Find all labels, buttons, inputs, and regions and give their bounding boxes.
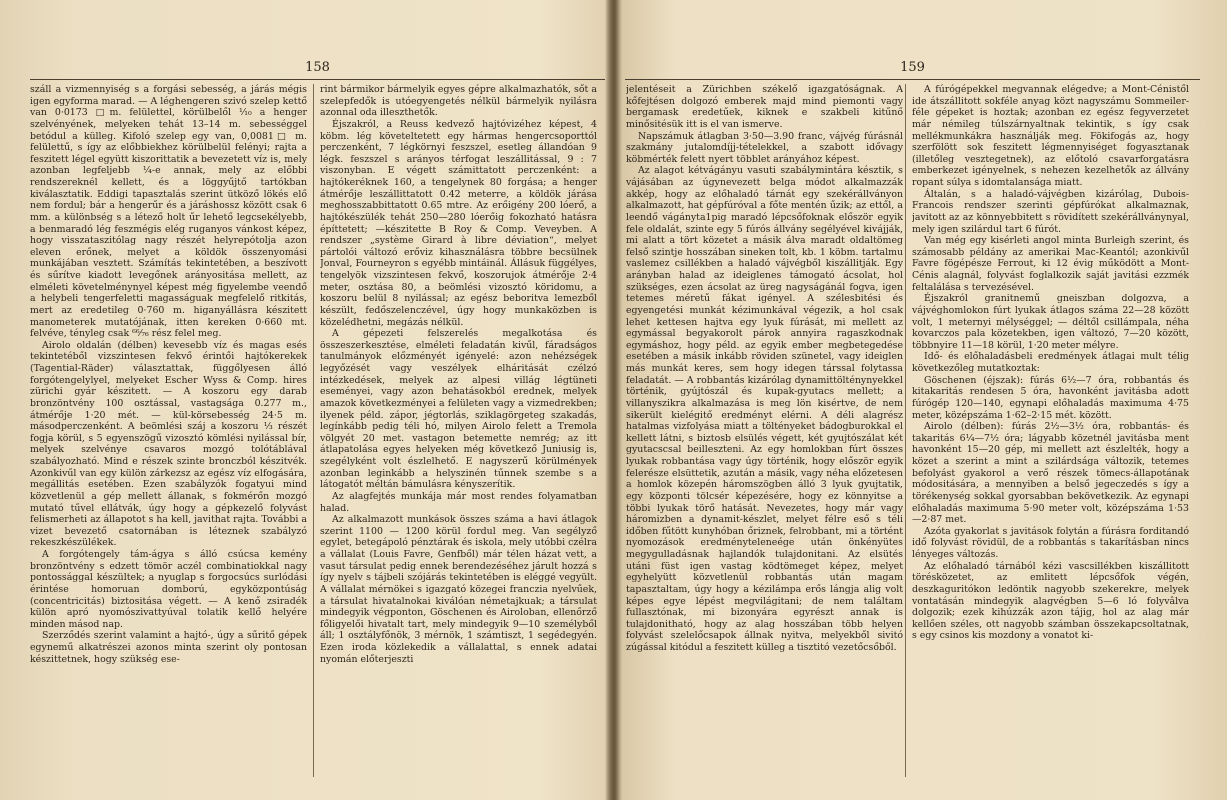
paragraph: száll a vizmennyiség s a forgási sebesség, a járás mégis igen egyforma marad. — A léghengeren szivó szelep kettő van 0·0173 □m. felülettel, körülbelől ¹⁄₁₀ a henger szelvényének, melyeken tehát 13–14 m. sebességgel betódul a külleg. Kifoló szelep egy van, 0,0081□ m. felülettű, s így az előbbiekhez körülbelül felényi; rajta a feszitett légel együtt kiszorittatik a bevezetett víz is, mely azonban legfeljebb ¹⁄₄-e annak, mely az előbbi rendszereknél kellett, és a löggyűjtő tartókban kiválasztatik. Eddigi tapasztalás szerint ütköző lökés elő nem fordul; bár a hengerűr és a járáshossz között csak 6 mm. a különbség s a létező holt űr lehető legcsekélyebb, a benmaradó lég feszmégis elég ruganyos vánkost képez, hogy visszataszitólag nagy részét helyrepótolja azon eleven erőnek, melyet a köldök összenyomási munkájában vesztett. Számítás tekintetében, a beszívott és sűrítve kiadott levegőnek arányositása mellett, az elméleti követelménynyel képest még figyelembe veendő a helybeli tengerfeletti magasságuak megfelelő ritkitás, mert az eredetileg 0·760 m. higanyállásra készitett manometerek mutatójának, itten kereken 0·660 mt. felvéve, tényleg csak ⁶⁶⁄₇₆ rész felel meg. — [30, 84, 307, 340]
right-header-rule — [625, 79, 1200, 80]
right-page-number: 159 — [900, 60, 925, 75]
paragraph: Az alagot kétvágányu vasuti szabálymintára késztik, s vájásában az úgynevezett belga módot alkalmazzák akkép, hogy az előhaladó tárnát egy szekérállványon alkalmazott, hat gépfúróval a főte mentén űzik; az ettől, a leendő vágányta1pig maradó lépcsőfoknak először egyik fele oldalát, szinte egy 5 fúrós állvány segélyével kivájják, mi alatt a tört közetet a másik álva maradt oldaltömeg felső szintje hosszában sineken tolt, kb. 1 köbm. tartalmu vaslemez csillékben a haladó vájvégből kiszállitják. Egy arányban halad az ideiglenes támogató ácsolat, hol szükséges, ezen ácsolat az üreg nagyságánál fogva, igen tetemes méretű fákat igényel. A szélesbitési és egyengetési munkát kézimunkával végezik, a hol csak lehet kettesen hajtva egy lyuk fúrását, mi mellett az egymással begyakorolt párok annyira ragaszkodnak egymáshoz, hogy péld. az egyik ember megbetegedése esetében a másik inkább röviden szünetel, vagy ideiglen más munkát keres, sem hogy idegen társsal folytassa feladatát. — A robbantás kizárólag dynamittölténynyekkel történik, gyújtószál és kupak-gyutacs mellett; a villanyszikra alkalmazása is meg lön kisértve, de nem sikerült kielégitő eredményt elérni. A déli alagrész hatalmas vizfolyása miatt a töltényeket bádogburokkal el kellett látni, s biztosb elsülés végett, két gyujtószálat két gyutacscsal beilleszteni. Az egy homlokban fúrt összes lyukak robbantása vagy úgy történik, hogy először egyik felerésze elsüttetik, azután a másik, vagy néha előzetesen a homlok közepén háromszögben álló 3 lyuk gyujtatik, egy központi tölcsér képezésére, hogy ez könnyitse a többi lyukak törő hatását. Nevezetes, hogy már vagy háromizben a dynamit-készlet, melyet félre eső s téli időben fűtött kunyhóban őriznek, felrobbant, mi a történt nyomozások eredményteleneége után önkényütes megygulladásnak hajlandók tulajdonitani. Az elsütés utáni füst igen vastag ködtömeget képez, melyet egyhelyütt közvetlenül robbantás után magam tapasztaltam, úgy hogy a kézilámpa erős lángja alig volt képes egye lépést megvilágitani; de nem találtam fullasztónak, mi bizonyára egyrészt annak is tulajdonitható, hogy az alag hosszában több helyen folyvást szelelőcsapok állnak nyitva, melyekből sivitó zúgással kitódul a feszitett külleg a tisztitó vezetőcsőből. — [626, 165, 903, 653]
left-page-column-2 — [320, 84, 597, 784]
paragraph: Éjszakról, a Reuss kedvező hajtóvizéhez képest, 4 köbm. lég követeltetett egy hármas hengercsoporttól perczenként, 7 légkörnyi feszszel, esetleg állandóan 9 légk. feszszel s arányos térfogat leszállitással, 9 : 7 viszonyban. E végett számittatott perczenként: a hajtókeréknek 160, a tengelynek 80 forgása; a henger átmérője leszállittatott 0.42 meterre, a köldök járása meghosszabbittatott 0.65 mtre. Az erőigény 200 lóerő, a hajtókészülék tehát 250—280 lóerőig fokozható hatásra építtetett; —készitette B Roy & Comp. Veveyben. A rendszer „système Girard à libre déviation“, melyet pártolói változó erőviz kihasználásra többre becsülnek Jonval, Fourneyron s egyébb mintáinál. Állásuk függélyes, tengelyök vizszintesen fekvő, koszorujok átmérője 2·4 meter, osztása 80, a beömlési vizosztó köridomu, a koszoru belül 8 nyilással; az egész beboritva lemezből készült, fedőszelenczével, úgy hogy munkaközben is közelédhetni, megázás nélkül. — [320, 118, 597, 328]
paragraph: Airolo oldalán (délben) kevesebb víz és magas esés tekintetéből vizszintesen fekvő érintői hajtókerekek (Tagential-Räder) választattak, függőlyesen álló forgótengelylyel, melyeket Escher Wyss & Comp. hires zürichi gyár készitett. — A koszoru egy darab bronzöntvény 100 osztással, vastagsága 0.277 m., átmérője 1·20 mét. — kül-körsebesség 24·5 m. másodperczenként. A beömlési száj a koszoru ¹⁄₃ részét fogja körül, s 5 egyenszögű vizosztó kömlési nyilással bír, melyek szelvénye csavaros mozgó tolótáblával szabályozható. Mind e részek szinte bronczból készitvék. Azonkivűl van egy külön zárkezsz az egész víz elfogására, megállitás esetében. Ezen szabályzók fogatyui mind közvetlenül a gép mellett állanak, s fokmérőn mozgó mutató tűvel ellátvák, úgy hogy a gépkezelő folyvást felismerheti az állapotot s ha kell, javithat rajta. További a vizet bevezető csatornában is léteznek szabályzó rekeszkészülékek. — [30, 339, 307, 549]
paragraph: Idő- és előhaladásbeli eredmények átlagai mult télig következőleg mutatkoztak: — [912, 351, 1189, 374]
paragraph: Az előhaladó tárnából kézi vascsillékben kiszállitott törésközetet, az emlitett lépcsőfok végén, deszkaguritókon ledöntik nagyobb szekerekre, melyek vontatásán mindegyik alagvégben 5—6 ló folyvâlva dolgozik; ezek kihúzzák azon tájig, hol az alag már kellően széles, ott nagyobb számban összekapcsoltatnak, s egy csinos kis mozdony a vonatot ki- — [912, 560, 1189, 642]
left-page-column-1 — [30, 84, 307, 784]
paragraph: Általán, s a haladó-vájvégben kizárólag, Dubois-Francois rendszer szerinti gépfúrókat alkalmaznak, javitott az az könnyebbitett s rövidített szekérállványnyal, mely igen szilárdul tart 6 fúrót. — [912, 188, 1189, 235]
paragraph: A forgótengely tám-ágya s álló csúcsa kemény bronzöntvény s edzett tömör aczél combinatiokkal nagy pontossággal készültek; a nyuglap s forgocsúcs surlódási érintése homoruan domború, egyközpontúság (concentricitás) biztositása végett. — A kenő zsiradék külön apró nyomószivattyúval tolatik kellő helyére minden másod nap. — [30, 549, 307, 630]
paragraph: rint bármikor bármelyik egyes gépre alkalmazhatók, sőt a szelepfedők is utóegyengetés nélkül bármelyik nyilásra azonnal oda illeszthetők. — [320, 84, 597, 119]
paragraph: Göschenen (éjszak): fúrás 6¹⁄₂—7 óra, robbantás és kitakaritás rendesen 5 óra, havonként javitásba adott fúrógép 120—140, egynapi előhaladás maximuma 4·75 meter, középszáma 1·62–2·15 mét. között. — [912, 374, 1189, 421]
paragraph: Az alkalmazott munkások összes száma a havi átlagok szerint 1100 — 1200 körül fordul meg. Van segélyző egylet, betegápoló pénztárak és iskola, mely utóbbi czélra a vállalat (Louis Favre, Genfből) már télen házat vett, a vasut társulat pedig ennek berendezéséhez járult hozzá s így nyelv s tájbeli szójárás tekintetében is eléggé vegyült. A vállalat mérnökei s igazgató közegei franczia nyelvűek, a társulat hivatalnokai kiválóan németajkuak; a társulat mindegyik végponton, Göschenen és Airoloban, ellenőrző főligyelői hivatalt tart, mely mindegyik 9—10 személyből áll; 1 osztályfőnök, 3 mérnök, 1 számtiszt, 1 segédegyén. Ezen iroda közlekedik a vállalattal, s ennek adatai nyomán előterjeszti — [320, 514, 597, 665]
paragraph: Éjszakról granitnemű gneiszban dolgozva, a vájvéghomlokon fúrt lyukak átlagos száma 22—28 között volt, 1 meternyi mélységgel; — déltől csillámpala, néha kovarczos pala közetekben, igen változó, 7—20 között, többnyire 11—18 körül, 1·20 meter mélyre. — [912, 293, 1189, 351]
left-page-number: 158 — [305, 60, 330, 75]
right-page-column-2 — [912, 84, 1189, 784]
paragraph: Szerződés szerint valamint a hajtó-, úgy a sűritő gépek egynemű alkatrészei azonos minta szerint oly pontosan készittetnek, hogy szükség ese- — [30, 630, 307, 665]
left-header-rule — [30, 79, 605, 80]
paragraph: A fúrógépekkel megvannak elégedve; a Mont-Cénistől ide átszállitott sokféle anyag közt nagyszámu Sommeiler-féle gépeket is hoztak; azonban ez egész fegyverzetet már némileg túlszárnyaltnak tekintik, s így csak mellékmunkákra használják meg. Fökifogás az, hogy szerfölött sok feszitett légmennyiséget fogyasztanak (illetőleg vesztegetnek), az előtoló csavarforgatásra emberkezet igényelnek, s nehezen kezelhetők az állvány ropant súlya s idomtalansága miatt. — [912, 84, 1189, 188]
right-page-column-1 — [626, 84, 903, 784]
paragraph: A gépezeti felszerelés megalkotása és összeszerkesztése, elméleti feladatán kivűl, fáradságos tanulmányok előzményét igényelé: azon nehézségek legyőzését vagy veszélyek elháritását czélzó intézkedések, melyek az alpesi villág légtüneti eseményei, vagy azon behatásokból erednek, melyek amazok következményei a felületen vagy a vizmedrekben; ilyenek péld. zápor, jégtorlás, sziklagörgeteg szakadás, legínkább pedig téli hó, milyen Airolo felett a Tremola völgyét 20 met. vastagon betemette nemrég; az itt átlapatolása egyes helyeken még következő Juniusig is, szegélyként volt észlelhető. E nagyszerű körülmények azonban leginkább a helyszinén tűnnek szembe s a látogatót méltán bámulásra kényszerítik. — [320, 328, 597, 491]
paragraph: Azóta gyakorlat s javitások folytán a fúrásra forditandó idő folyvást rövidül, de a robbantás s takarításban nincs lényeges változás. — [912, 525, 1189, 560]
book-spine — [605, 0, 619, 800]
right-column-divider — [905, 84, 906, 777]
paragraph: Napszámuk átlagban 3·50—3.90 franc, vájvég fúrásnál szakmány jutalomdíjj-tételekkel, a szabott idővagy köbmérték felett nyert többlet arányához képest. — [626, 130, 903, 165]
paragraph: jelentéseit a Zürichben székelő igazgatóságnak. A kőfejtésen dolgozó emberek majd mind piemonti vagy bergamask eredetűek, kiknek e szakbeli kitűnő minősitésük itt is el van ismerve. — [626, 84, 903, 130]
paragraph: Airolo (délben): fúrás 2¹⁄₂—3¹⁄₂ óra, robbantás- és takaritás 6¹⁄₄—7¹⁄₂ óra; lágyabb közetnél javitásba ment havonként 15—20 gép, mi mellett azt észlelték, hogy a közet a szerint a mint a szilárdsága változik, tetemes befolyást gyakorol a verő részek tömecs-állapotának módositására, a mennyiben a belső jegeczedés s így a törékenység sokkal gyorsabban bekövetkezik. Az egynapi előhaladás maximuma 5·90 meter volt, középszáma 1·53—2·87 met. — [912, 421, 1189, 526]
left-column-divider — [313, 84, 314, 777]
paragraph: Az alagfejtés munkája már most rendes folyamatban halad. — [320, 490, 597, 514]
paragraph: Van még egy kisérleti angol minta Burleigh szerint, és számosabb példány az amerikai Mac-Keantól; azonkivűl Favre fögépésze Ferrout, ki 12 évig működött a Mont-Cénis alagnál, folyvást foglalkozik saját javitási ezzmék feltalálása s tervezésével. — [912, 235, 1189, 293]
